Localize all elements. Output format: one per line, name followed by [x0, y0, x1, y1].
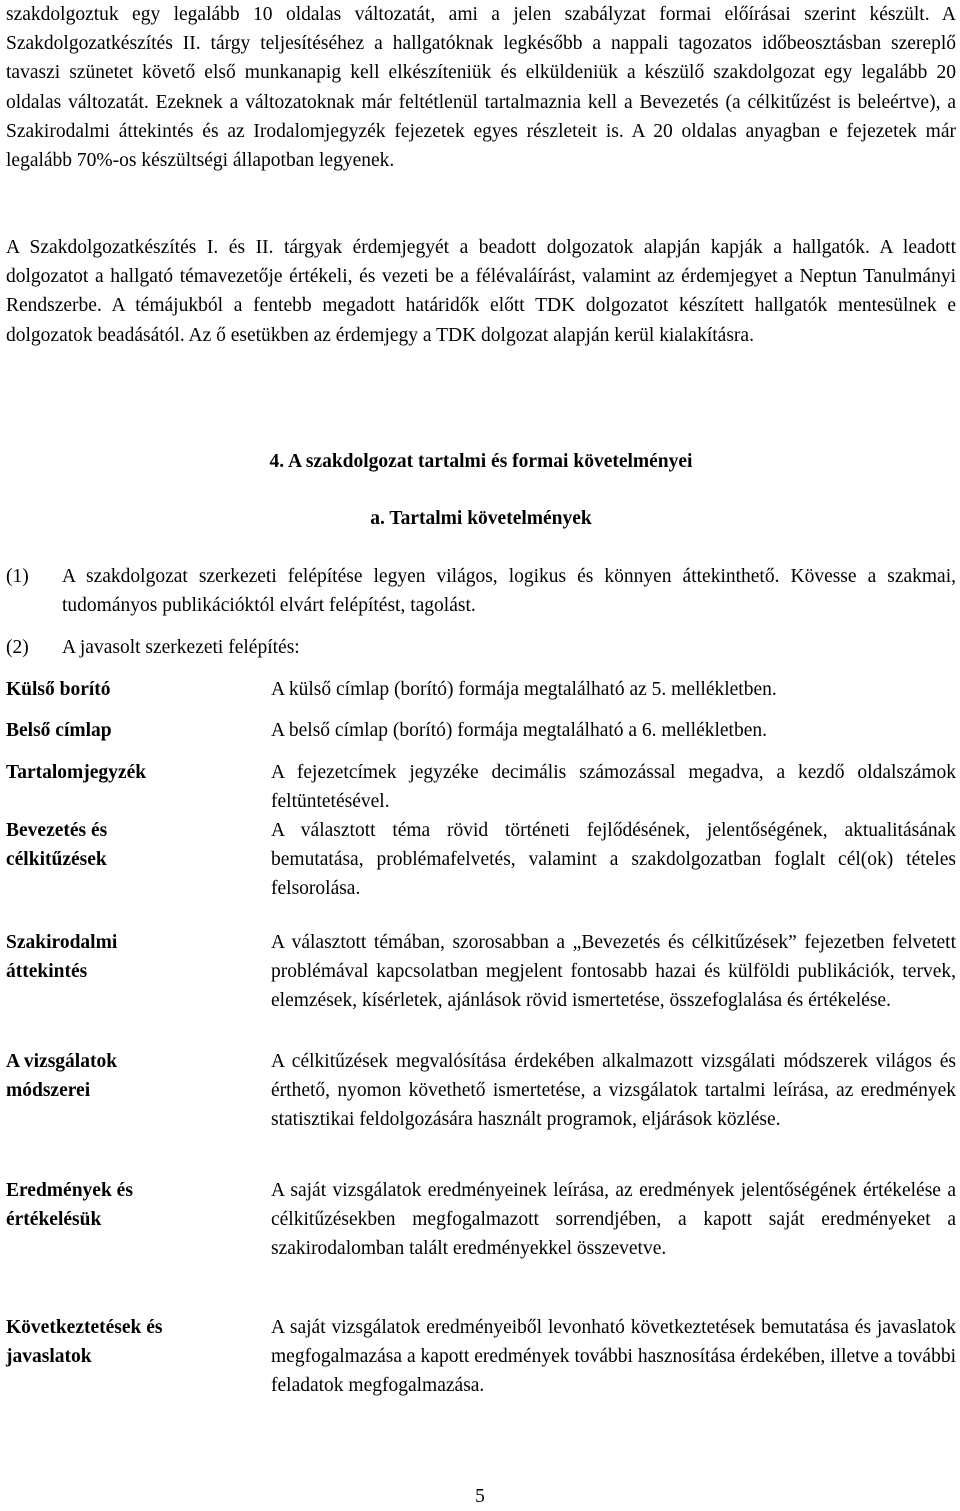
structure-description: A belső címlap (borító) formája megtalálható a 6. mellékletben.	[271, 720, 768, 741]
structure-row-literature	[6, 928, 956, 1016]
item-text: A szakdolgozat szerkezeti felépítése legyen világos, logikus és könnyen áttekinthető. Kövesse a szakmai, tudományos publikációktól elvárt felépítést, tagolást.	[62, 566, 956, 617]
item-number: (1)	[6, 566, 29, 587]
intro-paragraph-2: A Szakdolgozatkészítés I. és II. tárgyak érdemjegyét a beadott dolgozatok alapján kapják a hallgatók. A leadott dolgozatot a hallgató témavezetője értékeli, és vezeti be a félévaláírást, valamint az érdemjegyet a Neptun Tanulmányi Rendszerbe. A témájukból a fentebb megadott határidők előtt TDK dolgozatot készített hallgatók mentesülnek e dolgozatok beadásától. Az ő esetükben az érdemjegy a TDK dolgozat alapján kerül kialakításra.	[6, 237, 956, 346]
page-number: 5	[475, 1486, 485, 1507]
section-heading: a. Tartalmi követelmények	[370, 508, 592, 529]
item-text: A javasolt szerkezeti felépítés:	[62, 637, 300, 658]
structure-term: Bevezetés és célkitűzések	[6, 820, 108, 871]
structure-term: Eredmények és értékelésük	[6, 1180, 133, 1231]
structure-term: Szakirodalmi áttekintés	[6, 932, 118, 983]
chapter-heading: 4. A szakdolgozat tartalmi és formai követelményei	[269, 451, 693, 472]
structure-term: Következtetések és javaslatok	[6, 1317, 163, 1368]
item-number: (2)	[6, 637, 29, 658]
structure-term: Belső címlap	[6, 720, 112, 741]
structure-row-conclusions	[6, 1313, 956, 1401]
structure-description: A választott témában, szorosabban a „Bevezetés és célkitűzések” fejezetben felvetett problémával kapcsolatban megjelent fontosabb hazai és külföldi publikációk, tervek, elemzések, kísérletek, ajánlások rövid ismertetése, összefoglalása és értékelése.	[271, 932, 956, 1012]
structure-description: A saját vizsgálatok eredményeiből levonható következtetések bemutatása és javaslatok megfogalmazása a kapott eredmények további hasznosítása érdekében, illetve a további feladatok megfogalmazása.	[271, 1317, 956, 1397]
structure-row-inner-title	[6, 716, 956, 745]
structure-row-toc	[6, 758, 956, 816]
structure-description: A fejezetcímek jegyzéke decimális számozással megadva, a kezdő oldalszámok feltüntetésével.	[271, 762, 956, 813]
structure-description: A választott téma rövid történeti fejlődésének, jelentőségének, aktualitásának bemutatása, problémafelvetés, valamint a szakdolgozatban foglalt cél(ok) tételes felsorolása.	[271, 820, 956, 900]
intro-paragraph-1: szakdolgoztuk egy legalább 10 oldalas változatát, ami a jelen szabályzat formai előírásai szerint készült. A Szakdolgozatkészítés II. tárgy teljesítéséhez a hallgatóknak legkésőbb a nappali tagozatos időbeosztásban szereplő tavaszi szünetet követő első munkanapig kell elkészíteniük és elküldeniük a készülő szakdolgozat egy legalább 20 oldalas változatát. Ezeknek a változatoknak már feltétlenül tartalmaznia kell a Bevezetés (a célkitűzést is beleértve), a Szakirodalmi áttekintés és az Irodalomjegyzék fejezetek egyes részleteit is. A 20 oldalas anyagban e fejezetek már legalább 70%-os készültségi állapotban legyenek.	[6, 4, 956, 172]
numbered-item-2	[6, 633, 956, 662]
numbered-item-1	[6, 562, 956, 620]
structure-description: A célkitűzések megvalósítása érdekében alkalmazott vizsgálati módszerek világos és érthető, nyomon követhető ismertetése, a vizsgálatok tartalmi leírása, az eredmények statisztikai feldolgozására használt programok, eljárások közlése.	[271, 1051, 956, 1131]
structure-term: Tartalomjegyzék	[6, 762, 147, 783]
structure-row-methods	[6, 1047, 956, 1135]
structure-row-introduction	[6, 816, 956, 904]
structure-term: Külső borító	[6, 679, 111, 700]
structure-term: A vizsgálatok módszerei	[6, 1051, 118, 1102]
structure-description: A külső címlap (borító) formája megtalálható az 5. mellékletben.	[271, 679, 777, 700]
structure-description: A saját vizsgálatok eredményeinek leírása, az eredmények jelentőségének értékelése a célkitűzésekben megfogalmazott sorrendjében, a kapott saját eredményeket a szakirodalomban talált eredményekkel összevetve.	[271, 1180, 956, 1260]
structure-row-cover	[6, 675, 956, 704]
structure-row-results	[6, 1176, 956, 1264]
